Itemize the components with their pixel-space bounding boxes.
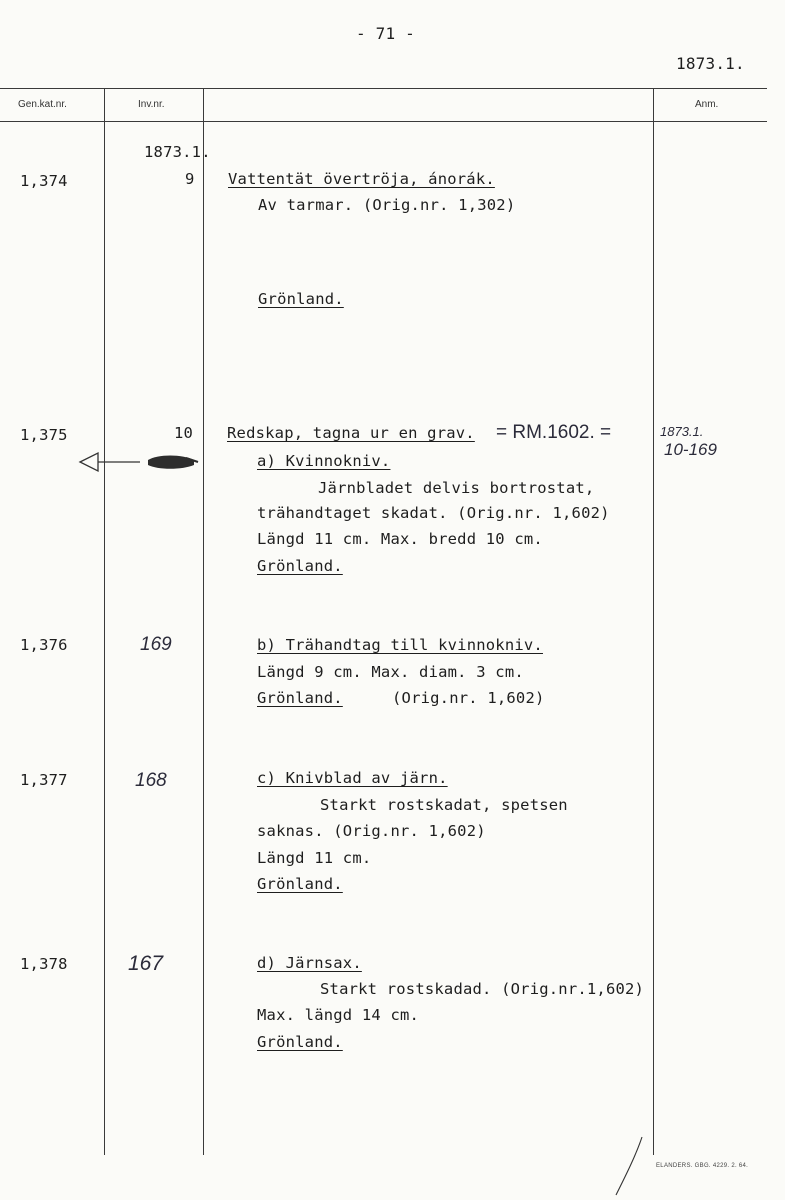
entry-line: Längd 11 cm. Max. bredd 10 cm. xyxy=(257,530,543,548)
handwritten-annotation: = RM.1602. = xyxy=(496,422,612,443)
gen-kat-nr: 1,375 xyxy=(20,426,68,444)
entry-location: Grönland. xyxy=(257,557,343,575)
inv-nr-handwritten: 167 xyxy=(128,952,164,975)
header-top-rule xyxy=(0,88,767,89)
entry-line: trähandtaget skadat. (Orig.nr. 1,602) xyxy=(257,504,610,522)
entry-line: Järnbladet delvis bortrostat, xyxy=(318,479,595,497)
inv-nr-handwritten: 169 xyxy=(140,634,172,655)
entry-title: Vattentät övertröja, ánorák. xyxy=(228,170,495,188)
column-rule-3 xyxy=(653,88,654,1155)
entry-title: Redskap, tagna ur en grav. xyxy=(227,424,475,442)
pen-stroke-mark xyxy=(612,1135,646,1197)
sub-entry-title-text: a) Kvinnokniv. xyxy=(257,452,391,470)
gen-kat-nr: 1,377 xyxy=(20,771,68,789)
sub-entry-title: b) Trähandtag till kvinnokniv. xyxy=(257,636,543,654)
column-rule-1 xyxy=(104,88,105,1155)
entry-line: Max. längd 14 cm. xyxy=(257,1006,420,1024)
entry-line: Av tarmar. (Orig.nr. 1,302) xyxy=(258,196,516,214)
entry-line: Längd 9 cm. Max. diam. 3 cm. xyxy=(257,663,524,681)
sub-entry-title: d) Järnsax. xyxy=(257,954,362,972)
entry-line: Starkt rostskadad. (Orig.nr.1,602) xyxy=(320,980,645,998)
inv-nr: 10 xyxy=(174,424,194,442)
column-header-anm: Anm. xyxy=(695,99,719,110)
year-reference: 1873.1. xyxy=(676,54,745,73)
inv-nr-handwritten: 168 xyxy=(135,770,167,791)
entry-location: Grönland. xyxy=(257,875,343,893)
entry-location: Grönland. xyxy=(258,290,344,308)
anm-note-line-2: 10-169 xyxy=(664,440,717,459)
sub-entry-title: c) Knivblad av järn. xyxy=(257,769,448,787)
gen-kat-nr: 1,374 xyxy=(20,172,68,190)
printer-imprint: ELANDERS. GBG. 4229. 2. 64. xyxy=(656,1163,749,1169)
gen-kat-nr: 1,376 xyxy=(20,636,68,654)
entry-line: saknas. (Orig.nr. 1,602) xyxy=(257,822,486,840)
group-label: 1873.1. xyxy=(144,143,211,161)
gen-kat-nr: 1,378 xyxy=(20,955,68,973)
entry-location-suffix: (Orig.nr. 1,602) xyxy=(392,689,545,707)
entry-location: Grönland. xyxy=(257,1033,343,1051)
entry-location: Grönland. xyxy=(257,689,343,707)
column-header-gen-kat-nr: Gen.kat.nr. xyxy=(18,99,67,110)
column-rule-2 xyxy=(203,88,204,1155)
header-bottom-rule xyxy=(0,121,767,122)
entry-line: Längd 11 cm. xyxy=(257,849,372,867)
page-number: - 71 - xyxy=(356,24,415,43)
entry-line: Starkt rostskadat, spetsen xyxy=(320,796,568,814)
inv-nr: 9 xyxy=(185,170,195,188)
sub-entry-title xyxy=(257,452,390,470)
arrow-marker-icon xyxy=(78,448,202,476)
column-header-inv-nr: Inv.nr. xyxy=(138,99,165,110)
anm-note-line-1: 1873.1. xyxy=(660,424,704,439)
